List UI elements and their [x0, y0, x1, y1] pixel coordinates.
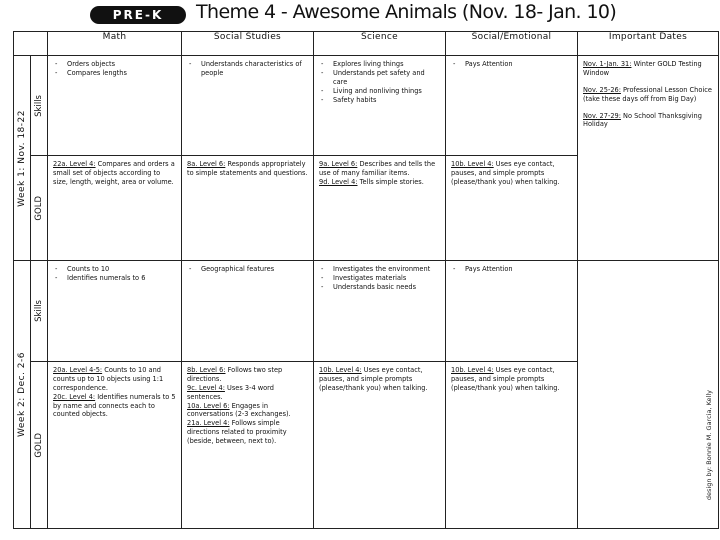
list-item: - Geographical features	[187, 265, 308, 274]
week1-science-skills	[314, 56, 446, 156]
list-item: - Investigates the environment	[319, 265, 440, 274]
week2-science-skills	[314, 261, 446, 362]
list-item: - Counts to 10	[53, 265, 176, 274]
column-header-math: Math	[48, 32, 182, 56]
week1-social-skills	[182, 56, 314, 156]
week1-skills-row	[14, 56, 719, 156]
corner-cell	[14, 32, 48, 56]
list-item: - Explores living things	[319, 60, 440, 69]
list-item: - Pays Attention	[451, 60, 572, 69]
week1-emotional-gold	[446, 156, 578, 261]
week1-skills-label-cell	[31, 56, 48, 156]
gold-standard: 9a. Level 6: Describes and tells the use of many familiar items.	[319, 160, 436, 177]
pre-k-logo: PRE-K	[90, 6, 186, 24]
week2-label: Week 2: Dec. 2-6	[17, 352, 27, 437]
gold-standard: 22a. Level 4: Compares and orders a small set of objects according to size, length, weight, area or volume.	[53, 160, 175, 186]
week2-social-gold	[182, 362, 314, 529]
list-item: - Understands pet safety and care	[319, 69, 440, 87]
date-entry: Nov. 25-26: Professional Lesson Choice (take these days off from Big Day)	[583, 85, 712, 103]
week1-social-gold	[182, 156, 314, 261]
lesson-plan-table	[13, 31, 719, 529]
designer-credit-text: design by: Bonnie M. Garcia, Kelly	[705, 390, 713, 501]
list-item: - Living and nonliving things	[319, 87, 440, 96]
week1-label-cell	[14, 56, 31, 261]
gold-standard: 9d. Level 4: Tells simple stories.	[319, 177, 424, 186]
week2-emotional-skills	[446, 261, 578, 362]
list-item: - Orders objects	[53, 60, 176, 69]
column-header-science: Science	[314, 32, 446, 56]
column-header-social-studies: Social Studies	[182, 32, 314, 56]
gold-standard: 10b. Level 4: Uses eye contact, pauses, and simple prompts (please/thank you) when talking.	[451, 366, 560, 392]
week1-skills-label: Skills	[34, 94, 44, 117]
page-title: Theme 4 - Awesome Animals (Nov. 18- Jan. 10)	[196, 1, 617, 23]
week1-science-gold	[314, 156, 446, 261]
gold-standard: 21a. Level 4: Follows simple directions related to proximity (beside, between, next to).	[187, 419, 287, 446]
date-entry: Nov. 27-29: No School Thanksgiving Holiday	[583, 111, 702, 129]
list-item: - Safety habits	[319, 96, 440, 105]
designer-credit	[705, 390, 717, 538]
gold-standard: 10b. Level 4: Uses eye contact, pauses, and simple prompts (please/thank you) when talking.	[319, 366, 428, 392]
week2-skills-label-cell	[31, 261, 48, 362]
date-entry: Nov. 1-Jan. 31: Winter GOLD Testing Window	[583, 60, 702, 77]
page-header	[0, 0, 720, 30]
important-dates-cell	[578, 56, 719, 261]
week1-gold-label: GOLD	[34, 195, 44, 221]
week2-emotional-gold	[446, 362, 578, 529]
week2-social-skills	[182, 261, 314, 362]
week1-gold-label-cell	[31, 156, 48, 261]
week2-label-cell	[14, 261, 31, 529]
week1-label: Week 1: Nov. 18-22	[17, 109, 27, 207]
header-row	[14, 32, 719, 56]
gold-standard: 10b. Level 4: Uses eye contact, pauses, and simple prompts (please/thank you) when talking.	[451, 160, 560, 186]
week2-math-skills	[48, 261, 182, 362]
week2-skills-row	[14, 261, 719, 362]
week2-skills-label: Skills	[34, 300, 44, 322]
list-item: - Identifies numerals to 6	[53, 274, 176, 283]
column-header-important-dates: Important Dates	[578, 32, 719, 56]
gold-standard: 20a. Level 4-5: Counts to 10 and counts up to 10 objects using 1:1 correspondence.	[53, 366, 164, 392]
gold-standard: 9c. Level 4: Uses 3-4 word sentences.	[187, 383, 274, 401]
week1-emotional-skills	[446, 56, 578, 156]
gold-standard: 10a. Level 6: Engages in conversations (2-3 exchanges).	[187, 401, 291, 419]
week2-science-gold	[314, 362, 446, 529]
gold-standard: 8a. Level 6: Responds appropriately to simple statements and questions.	[187, 160, 308, 177]
week2-dates-cell	[578, 261, 719, 529]
list-item: - Compares lengths	[53, 69, 176, 78]
week1-math-gold	[48, 156, 182, 261]
list-item: - Pays Attention	[451, 265, 572, 274]
list-item: - Understands basic needs	[319, 283, 440, 292]
week2-gold-label: GOLD	[34, 432, 44, 458]
list-item: - Understands characteristics of people	[187, 60, 308, 78]
week2-math-gold	[48, 362, 182, 529]
gold-standard: 20c. Level 4: Identifies numerals to 5 by name and connects each to counted objects.	[53, 392, 176, 419]
column-header-social-emotional: Social/Emotional	[446, 32, 578, 56]
gold-standard: 8b. Level 6: Follows two step directions.	[187, 366, 283, 383]
week1-math-skills	[48, 56, 182, 156]
week2-gold-label-cell	[31, 362, 48, 529]
list-item: - Investigates materials	[319, 274, 440, 283]
